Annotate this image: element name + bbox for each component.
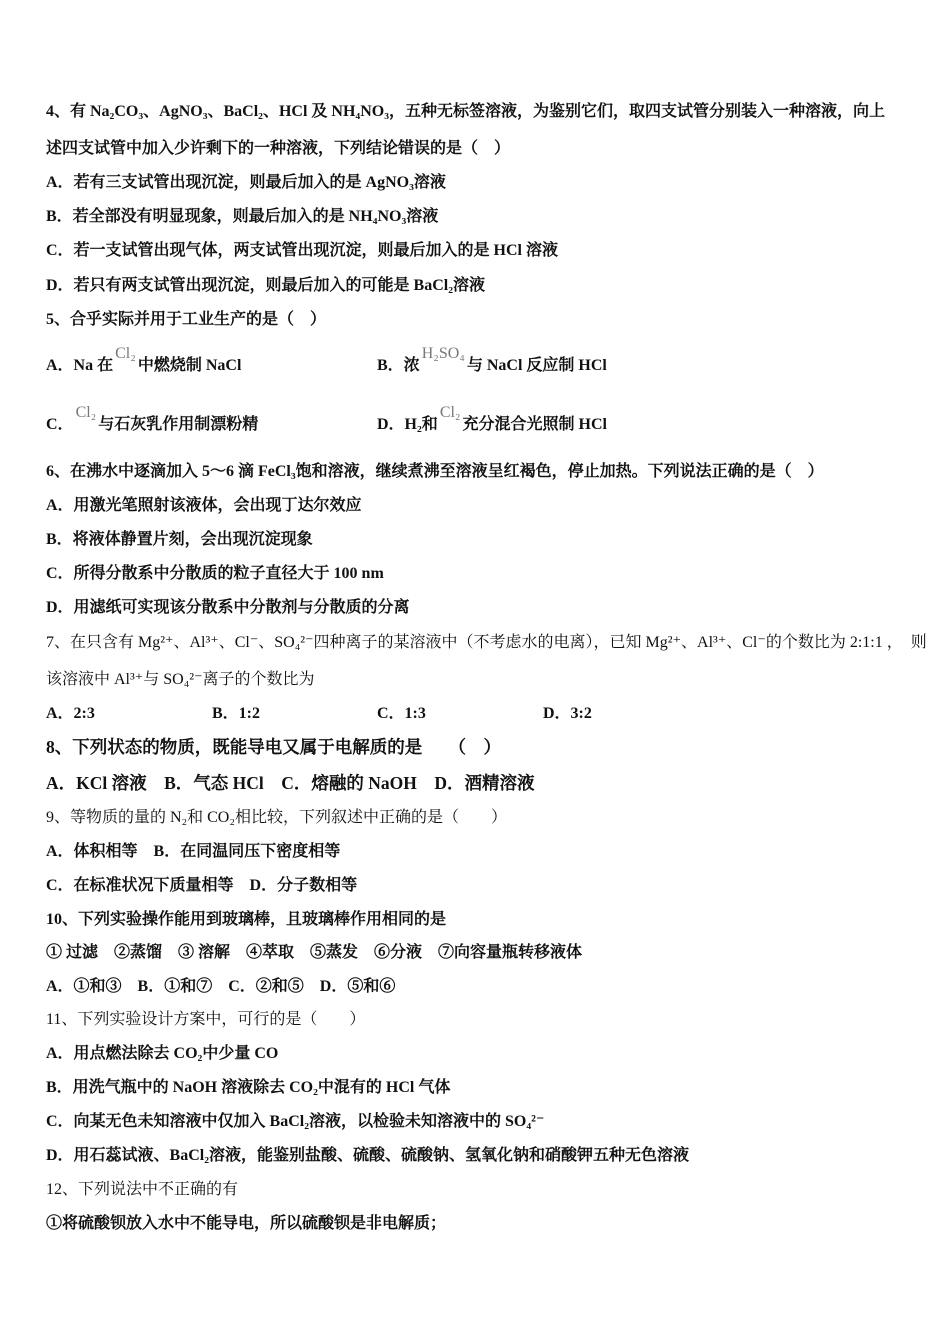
q5-option-c [46, 404, 259, 435]
q10-options: A．①和③ B．①和⑦ C．②和⑤ D．⑤和⑥ [46, 978, 396, 995]
q5-option-d [377, 404, 607, 435]
q9-stem: 9、等物质的量的 N₂和 CO₂相比较，下列叙述中正确的是（ ） [46, 809, 507, 826]
q4-option-d: D．若只有两支试管出现沉淀，则最后加入的可能是 BaCl₂溶液 [46, 277, 486, 294]
q5-d-text-2: 充分混合光照制 HCl [462, 416, 607, 433]
q5-a-text-2: 中燃烧制 NaCl [137, 357, 242, 374]
q7-option-b: B．1:2 [212, 705, 261, 722]
q4-option-c: C．若一支试管出现气体，两支试管出现沉淀，则最后加入的是 HCl 溶液 [46, 242, 559, 259]
q5-d-text: D．H₂和 [377, 416, 438, 433]
q11-stem: 11、下列实验设计方案中，可行的是（ ） [46, 1011, 366, 1028]
q5-b-text: B．浓 [377, 357, 420, 374]
q5-a-formula: Cl₂ [115, 345, 136, 362]
q6-option-d: D．用滤纸可实现该分散系中分散剂与分散质的分离 [46, 599, 410, 616]
q11-option-b: B．用洗气瓶中的 NaOH 溶液除去 CO₂中混有的 HCl 气体 [46, 1079, 451, 1096]
q5-b-text-2: 与 NaCl 反应制 HCl [466, 357, 607, 374]
q7-option-c: C．1:3 [377, 705, 426, 722]
q6-option-b: B．将液体静置片刻，会出现沉淀现象 [46, 531, 313, 548]
q4-stem-cont: 述四支试管中加入少许剩下的一种溶液，下列结论错误的是（ ） [46, 140, 511, 157]
q9-options-cd: C．在标准状况下质量相等 D．分子数相等 [46, 877, 358, 894]
q5-c-formula: Cl₂ [75, 404, 97, 421]
q5-d-formula: Cl₂ [439, 404, 461, 421]
q7-stem: 7、在只含有 Mg²⁺、Al³⁺、Cl⁻、SO₄²⁻四种离子的某溶液中（不考虑水的电离），已知 Mg²⁺、Al³⁺、Cl⁻的个数比为 2:1:1 ， 则 [46, 634, 927, 651]
q11-option-d: D．用石蕊试液、BaCl₂溶液，能鉴别盐酸、硫酸、硫酸钠、氢氧化钠和硝酸钾五种无色溶液 [46, 1147, 690, 1164]
q6-stem: 6、在沸水中逐滴加入 5～6 滴 FeCl₃饱和溶液，继续煮沸至溶液呈红褐色，停止加热。下列说法正确的是（ ） [46, 463, 824, 480]
q12-stem: 12、下列说法中不正确的有 [46, 1181, 239, 1198]
q7-option-d: D．3:2 [543, 705, 592, 722]
q5-option-a [46, 345, 242, 376]
q10-stem: 10、下列实验操作能用到玻璃棒，且玻璃棒作用相同的是 [46, 911, 447, 928]
q4-option-a: A．若有三支试管出现沉淀，则最后加入的是 AgNO₃溶液 [46, 174, 446, 191]
q5-c-text-2: 与石灰乳作用制漂粉精 [98, 416, 259, 433]
q5-option-b [377, 345, 607, 376]
q7-stem-cont: 该溶液中 Al³⁺与 SO₄²⁻离子的个数比为 [46, 671, 315, 688]
q5-c-text: C． [46, 416, 74, 433]
q10-items: ① 过滤 ②蒸馏 ③ 溶解 ④萃取 ⑤蒸发 ⑥分液 ⑦向容量瓶转移液体 [46, 944, 583, 961]
q6-option-a: A．用激光笔照射该液体，会出现丁达尔效应 [46, 497, 362, 514]
q9-options-ab: A．体积相等 B．在同温同压下密度相等 [46, 843, 341, 860]
q8-stem: 8、下列状态的物质，既能导电又属于电解质的是 （ ） [46, 737, 501, 757]
q11-option-a: A．用点燃法除去 CO₂中少量 CO [46, 1045, 279, 1062]
q5-a-text: A．Na 在 [46, 357, 114, 374]
q11-option-c: C．向某无色未知溶液中仅加入 BaCl₂溶液，以检验未知溶液中的 SO₄²⁻ [46, 1113, 545, 1130]
q4-stem: 4、有 Na₂CO₃、AgNO₃、BaCl₂、HCl 及 NH₄NO₃，五种无标签溶液，为鉴别它们，取四支试管分别装入一种溶液，向上 [46, 103, 886, 120]
q5-stem: 5、合乎实际并用于工业生产的是（ ） [46, 311, 327, 328]
q8-options: A．KCl 溶液 B．气态 HCl C．熔融的 NaOH D．酒精溶液 [46, 773, 535, 793]
q6-option-c: C．所得分散系中分散质的粒子直径大于 100 nm [46, 565, 384, 582]
q5-b-formula: H₂SO₄ [421, 345, 465, 362]
q7-option-a: A．2:3 [46, 705, 95, 722]
q4-option-b: B．若全部没有明显现象，则最后加入的是 NH₄NO₃溶液 [46, 208, 439, 225]
q12-item-1: ①将硫酸钡放入水中不能导电，所以硫酸钡是非电解质； [46, 1215, 447, 1232]
